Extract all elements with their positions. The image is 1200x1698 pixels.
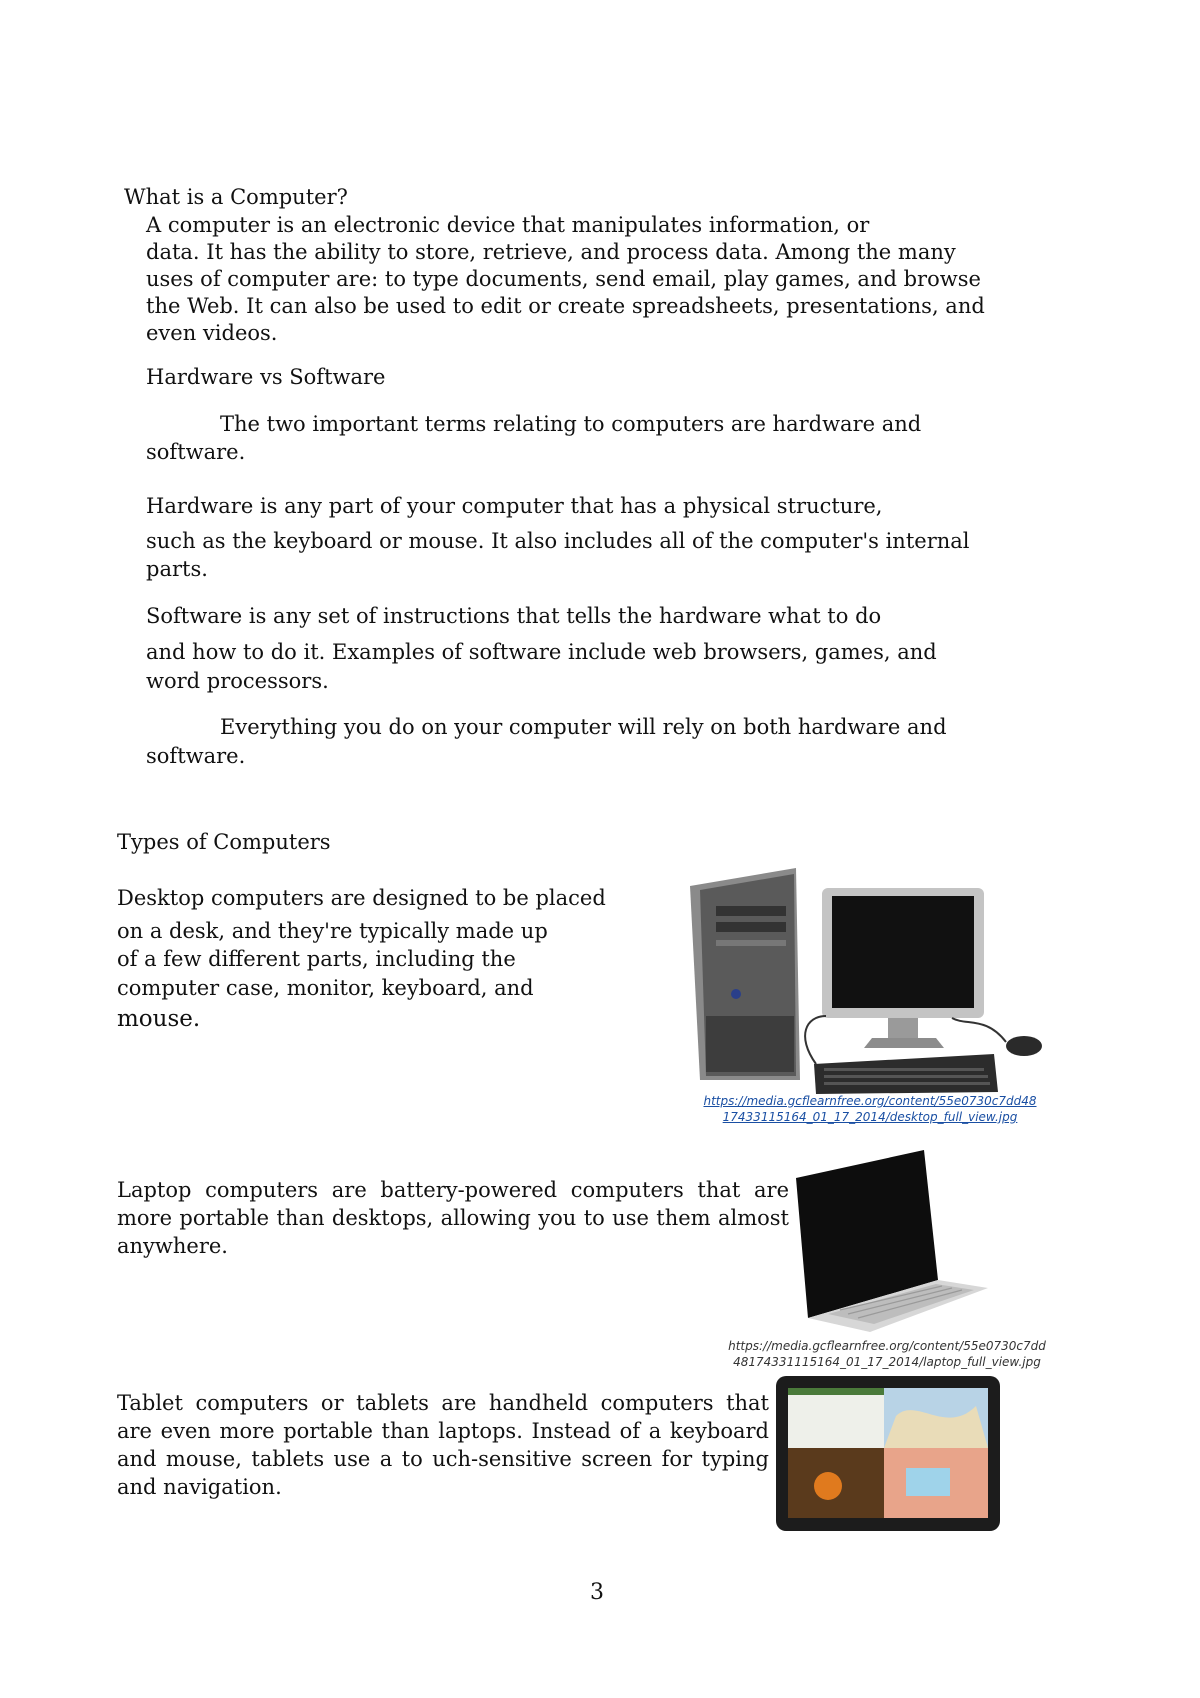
everything-line: software. [146, 744, 246, 768]
desktop-computer-image [686, 866, 1056, 1096]
section-heading-hardware-vs-software: Hardware vs Software [146, 365, 386, 389]
laptop-image [788, 1148, 998, 1332]
desktop-text-line: computer case, monitor, keyboard, and [117, 976, 534, 1000]
hardware-line: such as the keyboard or mouse. It also includes all of the computer's internal [146, 529, 970, 553]
desktop-link-line: https://media.gcflearnfree.org/content/55e0730c7dd48 [703, 1094, 1037, 1108]
paragraph-line: uses of computer are: to type documents, send email, play games, and browse [146, 267, 981, 291]
hardware-line: Hardware is any part of your computer that has a physical structure, [146, 494, 883, 518]
tablet-paragraph: Tablet computers or tablets are handheld computers that are even more portable than laptops. Instead of a keyboard and mouse, tablets use a to uch-sensitive screen for typing and navigation. [117, 1391, 769, 1499]
section-heading-what-is-computer: What is a Computer? [124, 185, 348, 209]
desktop-text-line: mouse. [117, 1006, 201, 1032]
desktop-link-line: 17433115164_01_17_2014/desktop_full_view.jpg [722, 1110, 1018, 1124]
section-heading-types: Types of Computers [117, 830, 331, 854]
tablet-image [776, 1376, 1000, 1531]
desktop-text-line: of a few different parts, including the [117, 947, 516, 971]
intro-line: software. [146, 440, 246, 464]
hardware-line: parts. [146, 557, 208, 581]
desktop-text-line: Desktop computers are designed to be placed [117, 886, 606, 910]
page-number: 3 [590, 1580, 604, 1605]
paragraph-line: even videos. [146, 321, 278, 345]
laptop-paragraph: Laptop computers are battery-powered computers that are more portable than desktops, allowing you to use them almost anywhere. [117, 1178, 789, 1258]
laptop-link-line: https://media.gcflearnfree.org/content/55e0730c7dd [728, 1339, 1046, 1353]
software-line: word processors. [146, 669, 329, 693]
desktop-image-link[interactable] [690, 1093, 1050, 1125]
laptop-link-line: 48174331115164_01_17_2014/laptop_full_view.jpg [733, 1355, 1041, 1369]
paragraph-line: A computer is an electronic device that manipulates information, or [146, 213, 870, 237]
paragraph-line: the Web. It can also be used to edit or create spreadsheets, presentations, and [146, 294, 985, 318]
paragraph-line: data. It has the ability to store, retrieve, and process data. Among the many [146, 240, 956, 264]
everything-line: Everything you do on your computer will rely on both hardware and [220, 715, 947, 739]
intro-line: The two important terms relating to computers are hardware and [220, 412, 922, 436]
desktop-text-line: on a desk, and they're typically made up [117, 919, 548, 943]
software-line: Software is any set of instructions that tells the hardware what to do [146, 604, 882, 628]
software-line: and how to do it. Examples of software include web browsers, games, and [146, 640, 937, 664]
laptop-image-link[interactable] [712, 1338, 1062, 1370]
